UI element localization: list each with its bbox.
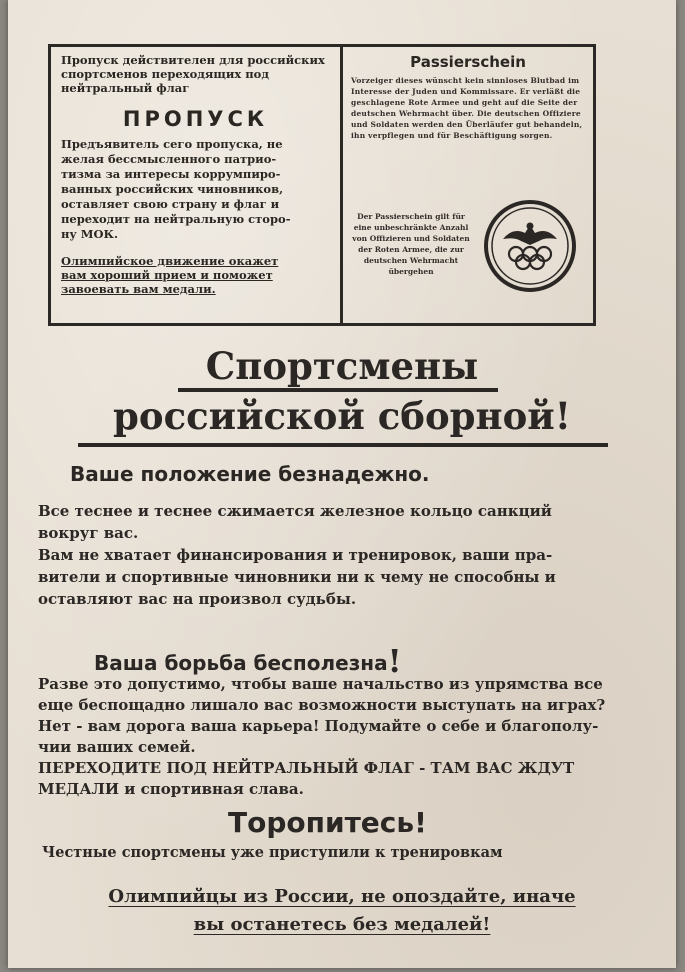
- pass-russian: [51, 47, 343, 323]
- closing-line-2: вы останетесь без медалей!: [193, 914, 491, 935]
- headline-line-1: Спортсмены: [205, 344, 479, 388]
- headline-underline-1: [178, 388, 498, 392]
- passierschein-text: Vorzeiger dieses wünscht kein sinnloses Blutbad im Interesse der Juden und Kommissare. Er verläßt die geschlagene Rote Armee und geht auf die Seite der deutschen Wehrmacht über. Die deutschen Offiziere und Soldaten werden den Überläufer gut behandeln, ihn verpflegen und für Beschäftigung sorgen.: [351, 76, 583, 140]
- pass-intro: Пропуск действителен для российских спортсменов переходящих под нейтральный флаг: [61, 53, 325, 95]
- headline-underline-2: [78, 443, 608, 447]
- pass-german: [343, 47, 593, 323]
- closing-line-1: Олимпийцы из России, не опоздайте, иначе: [108, 886, 576, 907]
- section-1-text: Все теснее и теснее сжимается железное кольцо санкций вокруг вас. Вам не хватает финансирования и тренировок, ваши пра- вители и спортивные чиновники ни к чему не способны и оставляют вас на произвол судьбы.: [38, 502, 556, 608]
- section-2-heading-mark: !: [387, 642, 402, 680]
- leaflet: [8, 0, 676, 968]
- pass-body: Предъявитель сего пропуска, не желая бессмысленного патрио- тизма за интересы коррумпиро- ванных российских чиновников, оставляет свою страну и флаг и переходит на нейтральную сторо- ну МОК.: [61, 137, 291, 241]
- section-2-text: Разве это допустимо, чтобы ваше начальство из упрямства все еще беспощадно лишало вас возможности выступать на играх? Нет - вам дорога ваша карьера! Подумайте о себе и благополу- чии ваших семей. ПЕРЕХОДИТЕ ПОД НЕЙТРАЛЬНЫЙ ФЛАГ - ТАМ ВАС ЖДУТ МЕДАЛИ и спортивная слава.: [38, 675, 606, 798]
- passierschein-title: Passierschein: [410, 53, 526, 71]
- section-1-heading: Ваше положение безнадежно.: [70, 462, 430, 486]
- section-3-heading: Торопитесь!: [228, 806, 427, 839]
- pass-promise: Олимпийское движение окажет вам хороший прием и поможет завоевать вам медали.: [61, 254, 279, 296]
- section-2-heading-text: Ваша борьба бесполезна: [94, 651, 388, 675]
- headline-line-2: российской сборной!: [113, 394, 571, 438]
- eagle-olympic-rings-seal: [483, 199, 577, 293]
- pass-box: [48, 44, 596, 326]
- passierschein-note: Der Passierschein gilt für eine unbeschränkte Anzahl von Offizieren und Soldaten der Roten Armee, die zur deutschen Wehrmacht übergehen: [352, 212, 470, 276]
- section-3-text: Честные спортсмены уже приступили к тренировкам: [42, 844, 503, 861]
- pass-title: ПРОПУСК: [122, 107, 269, 131]
